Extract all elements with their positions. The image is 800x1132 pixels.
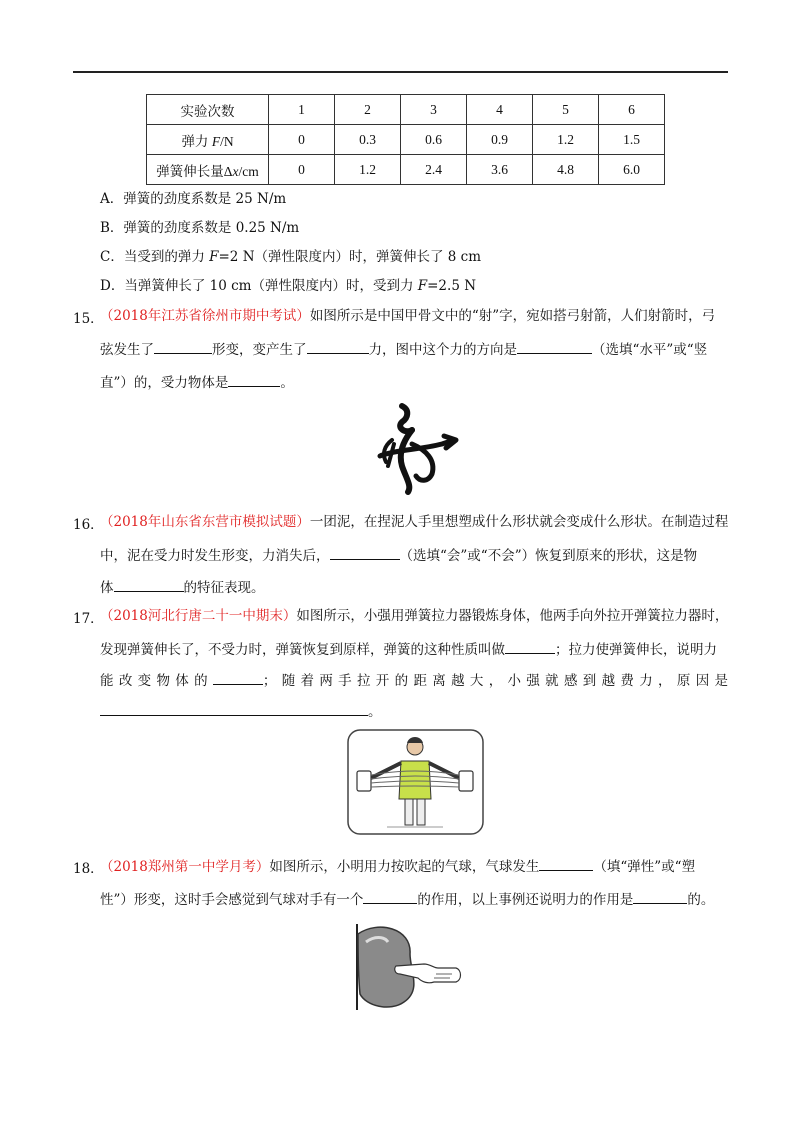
question-18-line-1: （2018郑州第一中学月考）如图所示，小明用力按吹起的气球，气球发生 （填“弹性”或“塑	[100, 859, 696, 875]
answer-blank[interactable]	[228, 373, 280, 387]
question-17-line-3: 能改变物体的 ；随着两手拉开的距离越大，小强就感到越费力，原因是	[100, 673, 729, 689]
table-cell: 1.2	[335, 155, 401, 185]
spring-expander-exercise-figure	[347, 729, 484, 835]
table-cell: 0.6	[401, 125, 467, 155]
table-cell: 1.2	[533, 125, 599, 155]
table-cell: 4.8	[533, 155, 599, 185]
table-cell: 实验次数	[147, 95, 269, 125]
answer-blank[interactable]	[517, 340, 592, 354]
option-d: D．当弹簧伸长了 10 cm（弹性限度内）时，受到力 F=2.5 N	[100, 278, 477, 294]
balloon-press-figure	[352, 924, 470, 1012]
option-c: C．当受到的弹力 F=2 N（弹性限度内）时，弹簧伸长了 8 cm	[100, 249, 482, 265]
table-cell: 2	[335, 95, 401, 125]
question-number: 16．	[73, 517, 104, 533]
answer-blank[interactable]	[100, 702, 368, 716]
header-rule	[73, 71, 728, 73]
table-cell: 0	[269, 125, 335, 155]
question-17-line-4: 。	[100, 702, 382, 721]
question-16-line-1: （2018年山东省东营市模拟试题）一团泥，在捏泥人手里想塑成什么形状就会变成什么形状。在制造过程	[100, 514, 729, 530]
option-a: A．弹簧的劲度系数是 25 N/m	[100, 191, 287, 207]
question-17-line-2: 发现弹簧伸长了，不受力时，弹簧恢复到原样，弹簧的这种性质叫做 ；拉力使弹簧伸长，说明力	[100, 642, 717, 658]
answer-blank[interactable]	[154, 340, 212, 354]
table-cell: 3.6	[467, 155, 533, 185]
table-cell: 1.5	[599, 125, 665, 155]
question-15-line-2: 弦发生了 形变，变产生了 力，图中这个力的方向是 （选填“水平”或“竖	[100, 342, 708, 358]
question-source: （2018河北行唐二十一中期末）	[100, 608, 297, 624]
table-row-label: 弹簧伸长量Δx/cm	[147, 155, 269, 185]
answer-blank[interactable]	[539, 857, 593, 871]
table-cell: 0.3	[335, 125, 401, 155]
question-16-line-3: 体 的特征表现。	[100, 580, 265, 596]
table-cell: 0	[269, 155, 335, 185]
question-18-line-2: 性”）形变，这时手会感觉到气球对手有一个 的作用，以上事例还说明力的作用是 的。	[100, 892, 715, 908]
table-row	[147, 125, 665, 155]
question-15-line-1: （2018年江苏省徐州市期中考试）如图所示是中国甲骨文中的“射”字，宛如搭弓射箭，人们射箭时，弓	[100, 308, 716, 324]
answer-blank[interactable]	[505, 640, 555, 654]
question-number: 15．	[73, 311, 104, 327]
question-16-line-2: 中，泥在受力时发生形变，力消失后， （选填“会”或“不会”）恢复到原来的形状，这是物	[100, 548, 698, 564]
table-cell: 5	[533, 95, 599, 125]
experiment-table	[146, 94, 665, 185]
oracle-bone-character-she	[372, 400, 462, 496]
table-row	[147, 155, 665, 185]
table-row	[147, 95, 665, 125]
table-cell: 6.0	[599, 155, 665, 185]
table-cell: 2.4	[401, 155, 467, 185]
answer-blank[interactable]	[307, 340, 369, 354]
table-cell: 1	[269, 95, 335, 125]
question-15-line-3: 直”）的，受力物体是 。	[100, 375, 294, 391]
answer-blank[interactable]	[633, 890, 687, 904]
answer-blank[interactable]	[330, 546, 400, 560]
question-17-line-1: （2018河北行唐二十一中期末）如图所示，小强用弹簧拉力器锻炼身体，他两手向外拉开弹簧拉力器时，	[100, 608, 729, 624]
question-source: （2018年江苏省徐州市期中考试）	[100, 308, 310, 324]
answer-blank[interactable]	[213, 671, 263, 685]
question-number: 18．	[73, 861, 104, 877]
table-row-label: 弹力 F/N	[147, 125, 269, 155]
question-source: （2018年山东省东营市模拟试题）	[100, 514, 310, 530]
table-cell: 6	[599, 95, 665, 125]
question-number: 17．	[73, 611, 104, 627]
option-b: B．弹簧的劲度系数是 0.25 N/m	[100, 220, 300, 236]
answer-blank[interactable]	[114, 578, 184, 592]
answer-blank[interactable]	[363, 890, 417, 904]
question-source: （2018郑州第一中学月考）	[100, 859, 270, 875]
table-cell: 3	[401, 95, 467, 125]
table-cell: 4	[467, 95, 533, 125]
table-cell: 0.9	[467, 125, 533, 155]
